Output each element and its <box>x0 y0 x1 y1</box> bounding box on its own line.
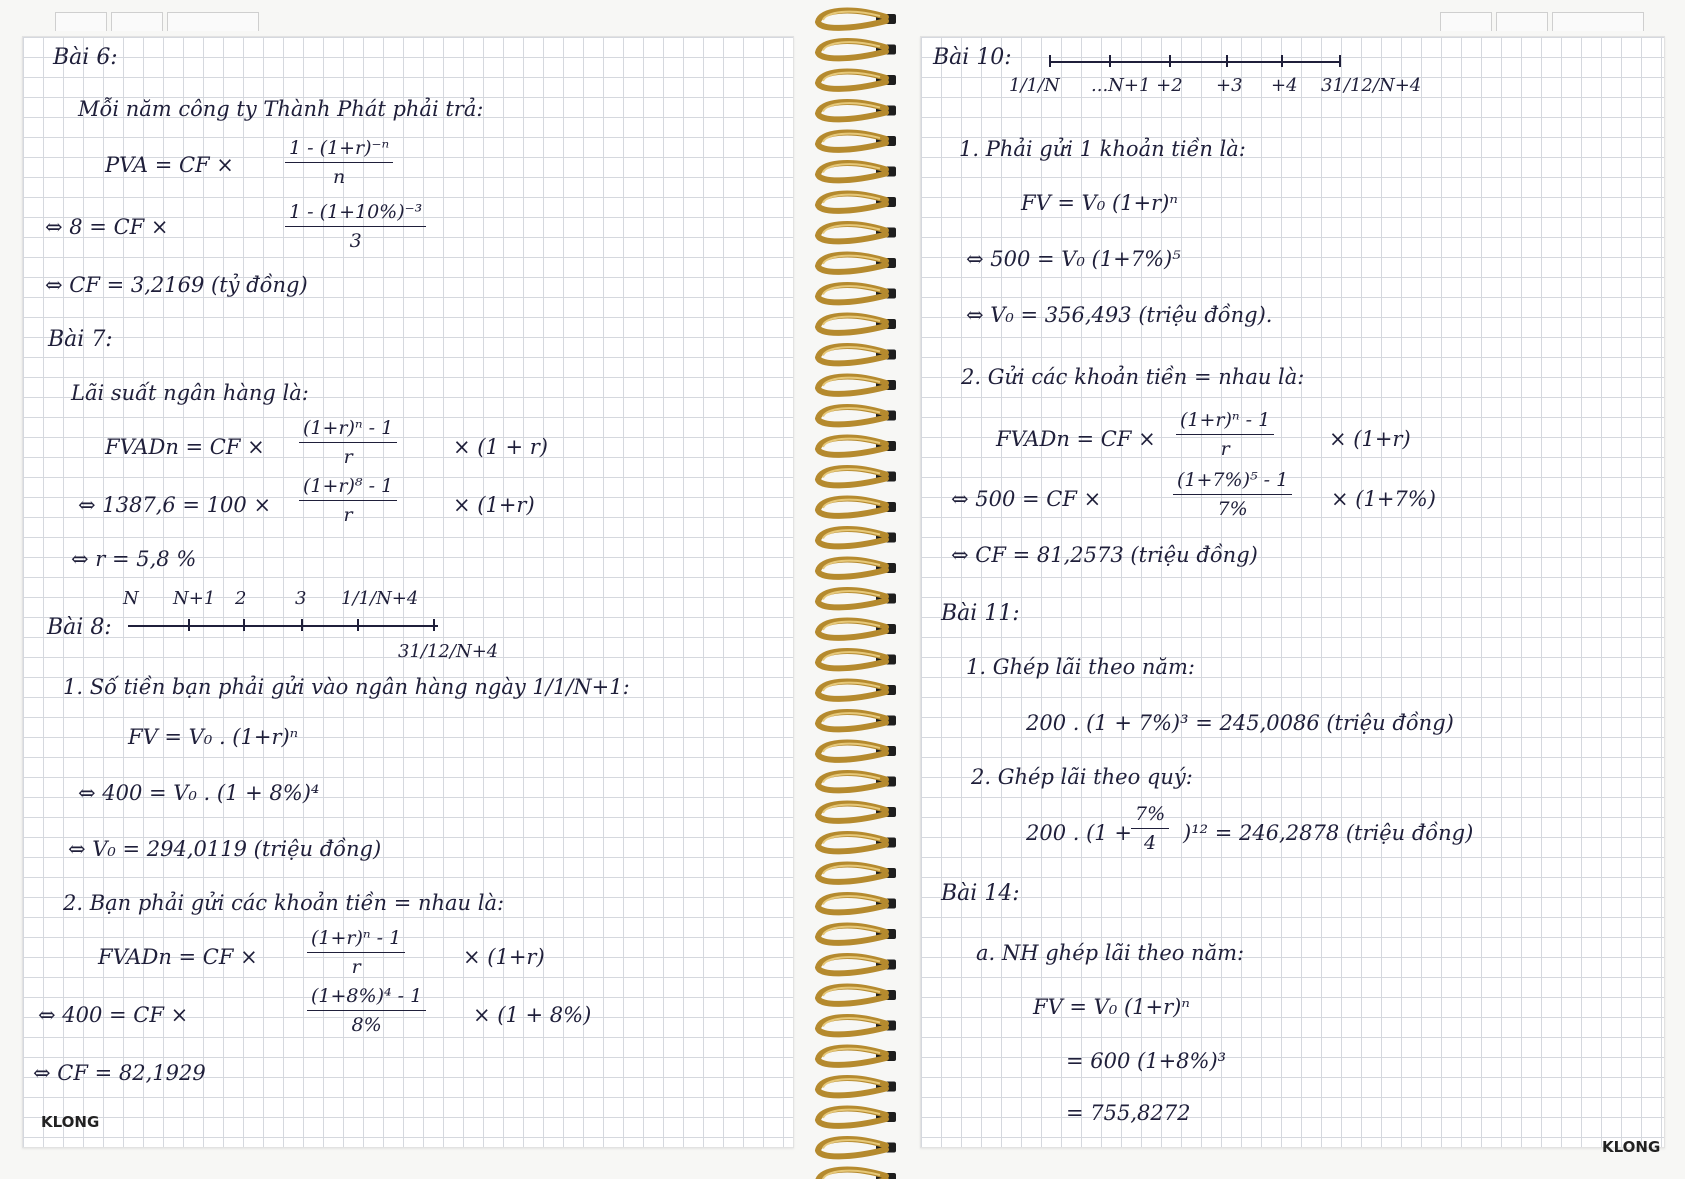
binding-coil <box>818 163 886 180</box>
bai6-eq2-lhs: ⇔ 8 = CF × <box>45 215 169 239</box>
bai8-timeline-label-end: 31/12/N+4 <box>398 641 499 662</box>
bai11-part1-eq1: 200 . (1 + 7%)³ = 245,0086 (triệu đồng) <box>1026 711 1454 735</box>
binding-coil <box>818 865 886 882</box>
bai11-part2-eq1-rhs: )¹² = 246,2878 (triệu đồng) <box>1183 821 1474 845</box>
binding-coil <box>818 712 886 729</box>
binding-coil <box>818 529 886 546</box>
binding-coil <box>818 133 886 150</box>
numerator: (1+8%)⁴ - 1 <box>307 985 426 1011</box>
bai10-timeline-tick <box>1109 55 1111 67</box>
bai8-part2-eq1-lhs: FVADn = CF × <box>98 945 258 969</box>
binding-coil <box>818 987 886 1004</box>
bai10-timeline-label-4: +4 <box>1271 75 1298 96</box>
binding-coil <box>818 468 886 485</box>
binding-coil <box>818 285 886 302</box>
denominator: 8% <box>351 1014 382 1036</box>
binding-coil <box>818 377 886 394</box>
bai10-title: Bài 10: <box>933 45 1012 70</box>
bai11-part1-heading: 1. Ghép lãi theo năm: <box>966 655 1195 679</box>
binding-coil <box>818 102 886 119</box>
denominator: r <box>343 446 353 468</box>
binding-coil <box>818 743 886 760</box>
bai10-timeline-axis <box>1049 61 1341 63</box>
bai11-part2-heading: 2. Ghép lãi theo quý: <box>971 765 1193 789</box>
bai6-eq1-fraction <box>285 137 393 188</box>
binding-coil <box>818 1017 886 1034</box>
bai8-timeline-axis <box>128 625 438 627</box>
binding-coil <box>818 651 886 668</box>
numerator: (1+r)ⁿ - 1 <box>1176 409 1274 435</box>
bai14-part-a-heading: a. NH ghép lãi theo năm: <box>976 941 1245 965</box>
bai10-timeline-tick <box>1226 55 1228 67</box>
bai7-intro: Lãi suất ngân hàng là: <box>71 381 309 405</box>
bai10-part2-eq3: ⇔ CF = 81,2573 (triệu đồng) <box>951 543 1258 567</box>
bai8-part2-heading: 2. Bạn phải gửi các khoản tiền = nhau là: <box>63 891 505 915</box>
bai8-part2-eq1-rhs: × (1+r) <box>463 945 545 969</box>
bai8-timeline-tick <box>357 619 359 631</box>
denominator: 7% <box>1217 498 1248 520</box>
denominator: r <box>351 956 361 978</box>
bai10-part1-eq1: FV = V₀ (1+r)ⁿ <box>1021 191 1178 215</box>
binding-coil <box>818 590 886 607</box>
binding-coil <box>818 346 886 363</box>
bai6-eq1-lhs: PVA = CF × <box>105 153 234 177</box>
bai7-eq1-lhs: FVADn = CF × <box>105 435 265 459</box>
bai10-timeline-label-mid: ...N+1 +2 <box>1091 75 1183 96</box>
bai11-part2-eq1-lhs: 200 . (1 + <box>1026 821 1132 845</box>
spiral-binding <box>810 0 902 1179</box>
bai10-part1-eq3: ⇔ V₀ = 356,493 (triệu đồng). <box>966 303 1273 327</box>
bai8-timeline-tick <box>433 619 435 631</box>
bai7-eq1-fraction <box>299 417 397 468</box>
right-page-tabs <box>1440 12 1648 30</box>
binding-coil <box>818 560 886 577</box>
bai7-eq2-rhs: × (1+r) <box>453 493 535 517</box>
binding-coil <box>818 621 886 638</box>
brand-logo-right: KLONG <box>1602 1138 1661 1156</box>
binding-coil <box>818 926 886 943</box>
bai8-timeline-label-2: 2 <box>235 588 247 609</box>
bai10-timeline-tick <box>1049 55 1051 67</box>
bai10-timeline-tick <box>1169 55 1171 67</box>
binding-coil <box>818 834 886 851</box>
binding-coil <box>818 194 886 211</box>
binding-coil <box>818 224 886 241</box>
bai7-eq2-lhs: ⇔ 1387,6 = 100 × <box>78 493 272 517</box>
denominator: r <box>343 504 353 526</box>
bai10-part2-eq2-fraction <box>1173 469 1292 520</box>
binding-coil <box>818 895 886 912</box>
bai11-title: Bài 11: <box>941 601 1020 626</box>
numerator: (1+r)ⁿ - 1 <box>307 927 405 953</box>
binding-coil <box>818 1109 886 1126</box>
bai10-part2-heading: 2. Gửi các khoản tiền = nhau là: <box>961 365 1305 389</box>
bai10-part1-eq2: ⇔ 500 = V₀ (1+7%)⁵ <box>966 247 1181 271</box>
binding-coil <box>818 682 886 699</box>
bai10-part1-heading: 1. Phải gửi 1 khoản tiền là: <box>959 137 1246 161</box>
binding-coil <box>818 499 886 516</box>
bai10-part2-eq2-lhs: ⇔ 500 = CF × <box>951 487 1102 511</box>
binding-coil <box>818 1139 886 1156</box>
bai8-timeline-tick <box>243 619 245 631</box>
numerator: (1+r)⁸ - 1 <box>299 475 397 501</box>
bai6-eq3: ⇔ CF = 3,2169 (tỷ đồng) <box>45 273 308 297</box>
bai8-part1-heading: 1. Số tiền bạn phải gửi vào ngân hàng ngày 1/1/N+1: <box>63 675 630 699</box>
binding-coil <box>818 1078 886 1095</box>
left-page-tabs <box>55 12 263 30</box>
bai14-part-a-eq3: = 755,8272 <box>1066 1101 1191 1125</box>
bai8-timeline-tick <box>188 619 190 631</box>
right-notebook-page <box>920 36 1665 1148</box>
numerator: (1+7%)⁵ - 1 <box>1173 469 1292 495</box>
bai10-timeline-label-end: 31/12/N+4 <box>1321 75 1422 96</box>
left-notebook-page <box>22 36 794 1148</box>
binding-coil <box>818 11 886 28</box>
numerator: 1 - (1+r)⁻ⁿ <box>285 137 393 163</box>
numerator: (1+r)ⁿ - 1 <box>299 417 397 443</box>
bai6-intro: Mỗi năm công ty Thành Phát phải trả: <box>78 97 484 121</box>
binding-coil <box>818 72 886 89</box>
bai8-part1-eq2: ⇔ 400 = V₀ . (1 + 8%)⁴ <box>78 781 320 805</box>
bai10-timeline-tick <box>1339 55 1341 67</box>
bai8-part2-eq1-fraction <box>307 927 405 978</box>
bai8-part2-eq2-lhs: ⇔ 400 = CF × <box>38 1003 189 1027</box>
bai8-part2-eq2-fraction <box>307 985 426 1036</box>
bai6-eq2-fraction <box>285 201 426 252</box>
bai10-timeline-label-start: 1/1/N <box>1009 75 1060 96</box>
binding-coil <box>818 316 886 333</box>
binding-coil <box>818 255 886 272</box>
brand-logo: KLONG <box>41 1113 100 1131</box>
binding-coil <box>818 438 886 455</box>
denominator: 3 <box>349 230 362 252</box>
bai8-part1-eq3: ⇔ V₀ = 294,0119 (triệu đồng) <box>68 837 382 861</box>
bai10-timeline-label-3: +3 <box>1216 75 1243 96</box>
bai10-part2-eq1-rhs: × (1+r) <box>1329 427 1411 451</box>
denominator: r <box>1220 438 1230 460</box>
binding-coil <box>818 41 886 58</box>
bai10-timeline-tick <box>1281 55 1283 67</box>
bai6-title: Bài 6: <box>53 45 118 70</box>
numerator: 1 - (1+10%)⁻³ <box>285 201 426 227</box>
bai8-title: Bài 8: <box>47 615 112 640</box>
denominator: n <box>332 166 346 188</box>
bai14-title: Bài 14: <box>941 881 1020 906</box>
bai14-part-a-eq1: FV = V₀ (1+r)ⁿ <box>1033 995 1190 1019</box>
bai8-timeline-tick <box>301 619 303 631</box>
bai10-part2-eq1-fraction <box>1176 409 1274 460</box>
bai8-timeline-label-n: N <box>123 588 139 609</box>
bai8-part2-eq2-rhs: × (1 + 8%) <box>473 1003 592 1027</box>
numerator: 7% <box>1131 803 1169 829</box>
binding-coil <box>818 804 886 821</box>
bai11-part2-eq1-fraction <box>1131 803 1169 854</box>
bai7-eq2-fraction <box>299 475 397 526</box>
binding-coil <box>818 1048 886 1065</box>
bai8-timeline-label-start: 1/1/N+4 <box>341 588 419 609</box>
bai8-timeline-label-n1: N+1 <box>173 588 216 609</box>
bai10-part2-eq1-lhs: FVADn = CF × <box>996 427 1156 451</box>
bai7-eq3: ⇔ r = 5,8 % <box>71 547 197 571</box>
binding-coil <box>818 773 886 790</box>
bai7-eq1-rhs: × (1 + r) <box>453 435 549 459</box>
bai7-title: Bài 7: <box>48 327 113 352</box>
denominator: 4 <box>1144 832 1157 854</box>
bai14-part-a-eq2: = 600 (1+8%)³ <box>1066 1049 1227 1073</box>
bai8-timeline-label-3: 3 <box>295 588 307 609</box>
bai8-part2-eq3: ⇔ CF = 82,1929 <box>33 1061 206 1085</box>
bai8-part1-eq1: FV = V₀ . (1+r)ⁿ <box>128 725 299 749</box>
binding-coil <box>818 956 886 973</box>
bai10-part2-eq2-rhs: × (1+7%) <box>1331 487 1436 511</box>
binding-coil <box>818 407 886 424</box>
